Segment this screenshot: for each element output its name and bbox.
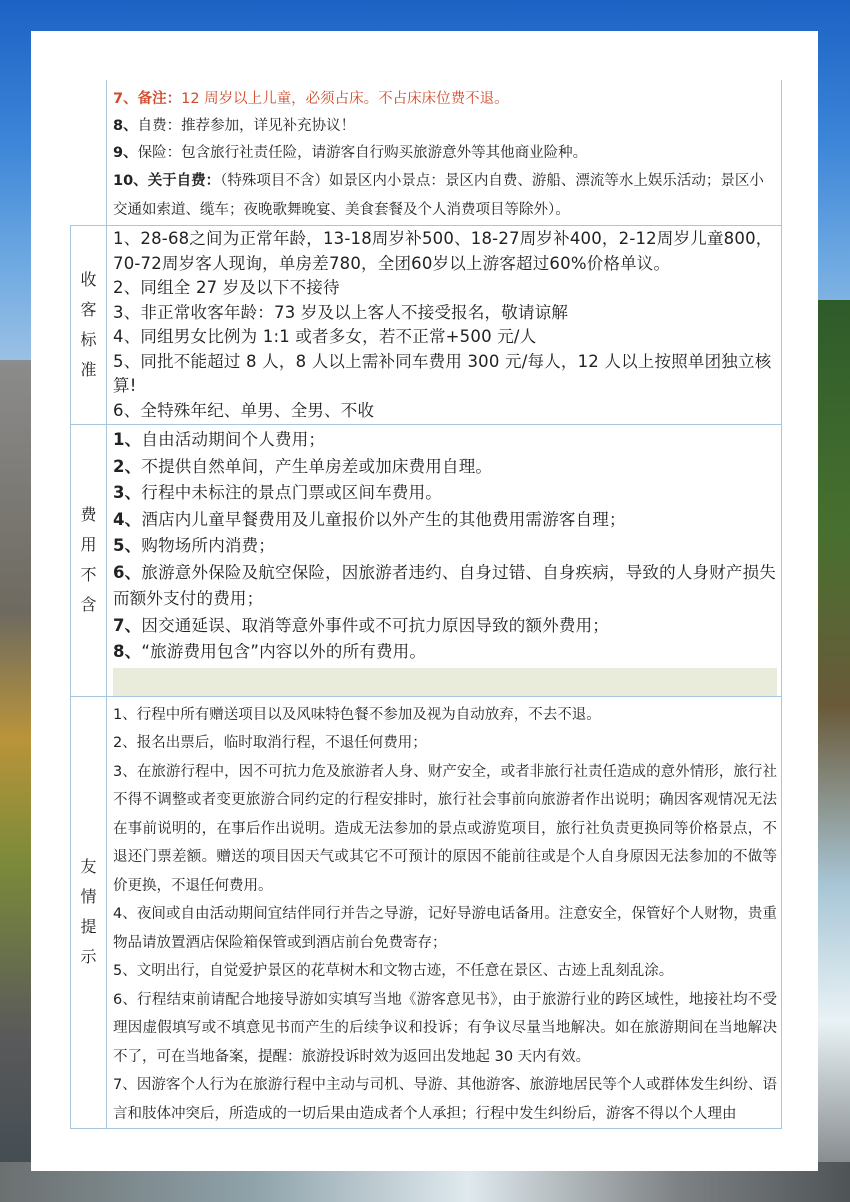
note-label: 备注： (137, 91, 182, 107)
tip-item: 6、行程结束前请配合地接导游如实填写当地《游客意见书》，由于旅游行业的跨区域性，地接社均不受理因虚假填写或不填意见书而产生的后续争议和投诉；有争议尽量当地解决。如在旅游期间在当地解决不了，可在当地备案，提醒：旅游投诉时效为返回出发地起 30 天内有效。 (113, 991, 777, 1065)
acceptance-item: 4、同组男女比例为 1:1 或者多女，若不正常+500 元/人 (113, 327, 537, 346)
excluded-item (113, 480, 777, 507)
note-text: 保险：包含旅行社责任险，请游客自行购买旅游意外等其他商业险种。 (137, 145, 588, 161)
note-item-8 (113, 113, 777, 140)
item-num: 3、 (113, 483, 142, 502)
acceptance-row (71, 226, 782, 425)
label-char: 标 (80, 330, 97, 349)
notes-label-cell (71, 80, 107, 226)
excluded-item (113, 454, 777, 481)
note-item-7 (113, 86, 777, 113)
label-char: 友 (80, 857, 97, 877)
acceptance-item: 5、同批不能超过 8 人，8 人以上需补同车费用 300 元/每人，12 人以上按照单团独立核算! (113, 351, 772, 395)
item-text: “旅游费用包含”内容以外的所有费用。 (141, 642, 427, 661)
label-char: 不 (80, 565, 97, 585)
label-char: 费 (80, 505, 97, 525)
label-char: 用 (80, 535, 97, 555)
item-text: 旅游意外保险及航空保险，因旅游者违约、自身过错、自身疾病，导致的人身财产损失而额外支付的费用； (113, 562, 776, 608)
item-text: 因交通延误、取消等意外事件或不可抗力原因导致的额外费用； (141, 615, 609, 635)
acceptance-item: 2、同组全 27 岁及以下不接待 (113, 278, 340, 297)
note-text: 自费：推荐参加，详见补充协议！ (137, 118, 356, 134)
excluded-item (113, 427, 777, 454)
note-num: 8、 (113, 118, 138, 134)
acceptance-item: 6、全特殊年纪、单男、全男、不收 (113, 400, 375, 420)
item-num: 1、 (113, 430, 142, 449)
item-num: 2、 (113, 456, 142, 476)
excluded-item (113, 560, 777, 613)
acceptance-label (71, 226, 107, 425)
label-char: 客 (80, 300, 97, 319)
tip-item: 7、因游客个人行为在旅游行程中主动与司机、导游、其他游客、旅游地居民等个人或群体发生纠纷、语言和肢体冲突后，所造成的一切后果由造成者个人承担；行程中发生纠纷后，游客不得以个人理由 (113, 1077, 777, 1122)
item-text: 不提供自然单间，产生单房差或加床费用自理。 (141, 456, 493, 476)
note-text: （特殊项目不含）如景区内小景点：景区内自费、游船、漂流等水上娱乐活动；景区小交通如索道、缆车；夜晚歌舞晚宴、美食套餐及个人消费项目等除外）。 (113, 173, 764, 218)
item-num: 6、 (113, 562, 142, 582)
item-text: 自由活动期间个人费用； (141, 430, 326, 449)
note-label: 关于自费： (147, 173, 221, 189)
acceptance-item: 1、28-68之间为正常年龄，13-18周岁补500、18-27周岁补400，2-12周岁儿童800，70-72周岁客人现询，单房差780，全团60岁以上游客超过60%价格单议。 (113, 229, 773, 273)
note-num: 10、 (113, 173, 148, 189)
item-num: 5、 (113, 536, 142, 555)
note-num: 7、 (113, 91, 138, 107)
tip-item: 2、报名出票后，临时取消行程，不退任何费用； (113, 735, 427, 751)
excluded-item (113, 507, 777, 534)
item-text: 行程中未标注的景点门票或区间车费用。 (141, 483, 442, 502)
item-num: 4、 (113, 509, 142, 529)
label-char: 收 (80, 270, 97, 289)
note-text: 12 周岁以上儿童，必须占床。不占床床位费不退。 (181, 91, 509, 107)
item-num: 8、 (113, 642, 142, 661)
label-char: 准 (80, 360, 97, 379)
acceptance-item: 3、非正常收客年龄：73 岁及以上客人不接受报名，敬请谅解 (113, 302, 569, 322)
label-char: 含 (80, 595, 97, 615)
tips-content (107, 696, 782, 1129)
excluded-item (113, 613, 777, 640)
tip-item: 1、行程中所有赠送项目以及风味特色餐不参加及视为自动放弃，不去不退。 (113, 706, 601, 723)
note-num: 9、 (113, 145, 138, 161)
label-char: 提 (80, 917, 97, 937)
notes-cell (107, 80, 782, 226)
excluded-label (71, 425, 107, 697)
tips-label (71, 696, 107, 1129)
excluded-item (113, 533, 777, 560)
excluded-row (71, 425, 782, 697)
item-text: 酒店内儿童早餐费用及儿童报价以外产生的其他费用需游客自理； (141, 509, 626, 529)
tip-item: 3、在旅游行程中，因不可抗力危及旅游者人身、财产安全，或者非旅行社责任造成的意外情形，旅行社不得不调整或者变更旅游合同约定的行程安排时，旅行社会事前向旅游者作出说明；确因客观情况无法在事前说明的，在事后作出说明。造成无法参加的景点或游览项目，旅行社负责更换同等价格景点，不退还门票差额。赠送的项目因天气或其它不可预计的原因不能前往或是个人自身原因无法参加的不做等价更换，不退任何费用。 (113, 763, 777, 894)
notes-row (71, 80, 782, 226)
tip-item: 5、文明出行，自觉爱护景区的花草树木和文物古迹，不任意在景区、古迹上乱刻乱涂。 (113, 963, 674, 979)
excluded-content (107, 425, 782, 697)
tip-item: 4、夜间或自由活动期间宜结伴同行并告之导游，记好导游电话备用。注意安全，保管好个人财物，贵重物品请放置酒店保险箱保管或到酒店前台免费寄存； (113, 906, 777, 951)
label-char: 示 (80, 947, 97, 967)
itinerary-terms-table (70, 80, 782, 1129)
item-text: 购物场所内消费； (141, 536, 275, 555)
note-item-9 (113, 140, 777, 167)
label-char: 情 (80, 887, 97, 907)
shaded-empty-row (113, 668, 777, 696)
tips-row (71, 696, 782, 1129)
acceptance-content (107, 226, 782, 425)
excluded-item (113, 639, 777, 666)
note-item-10 (113, 167, 777, 225)
item-num: 7、 (113, 615, 142, 635)
